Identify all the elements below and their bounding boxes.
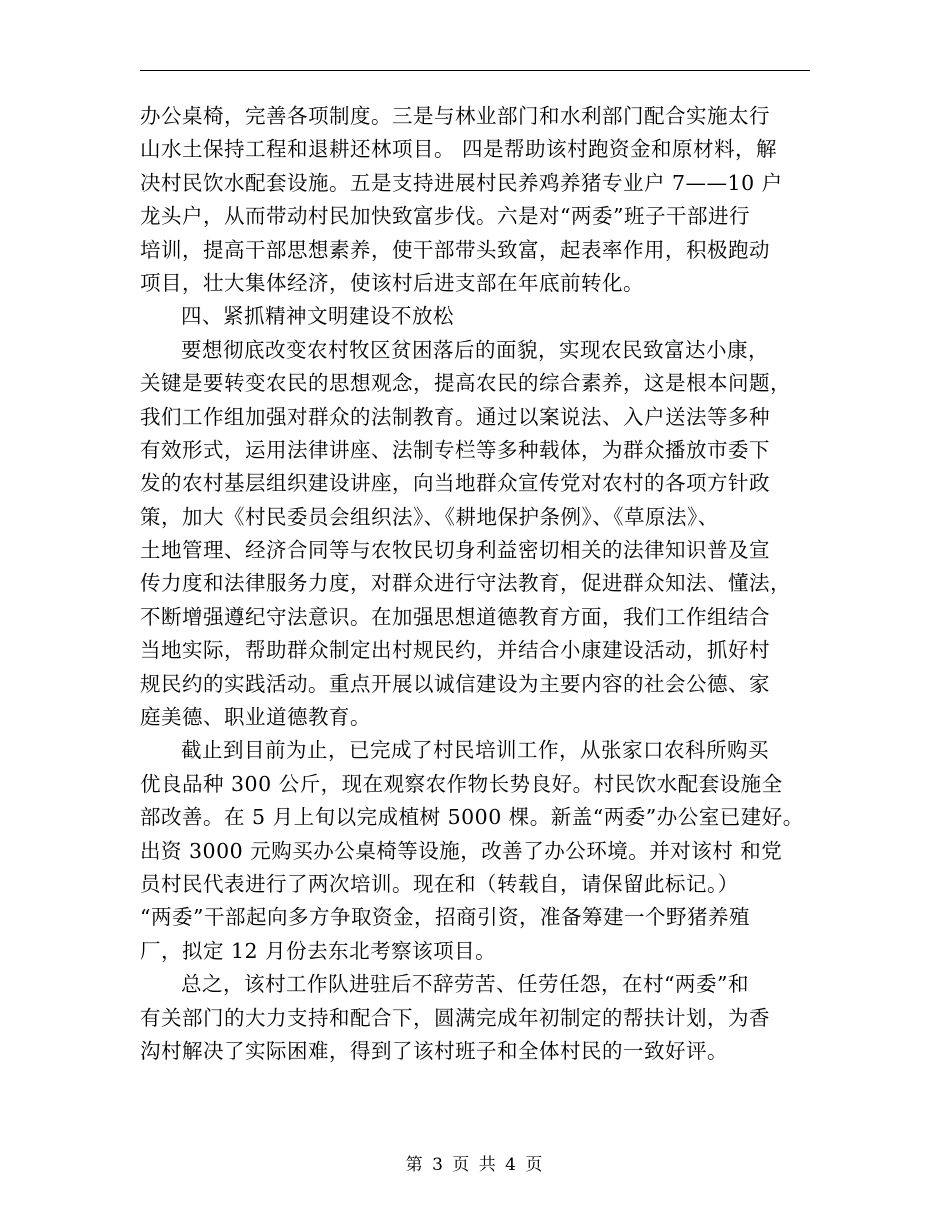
- body-text: [140, 100, 810, 1068]
- text-line: 当地实际，帮助群众制定出村规民约，并结合小康建设活动，抓好村: [140, 638, 770, 663]
- text-line: 培训，提高干部思想素养，使干部带头致富，起表率作用，积极跑动: [140, 237, 770, 262]
- paragraph-start: 总之，该村工作队进驻后不辞劳苦、任劳任怨，在村“两委”和: [181, 972, 749, 997]
- text-line: 土地管理、经济合同等与农牧民切身利益密切相关的法律知识普及宣: [140, 538, 770, 563]
- text-line: 决村民饮水配套设施。五是支持进展村民养鸡养猪专业户 7——10 户: [140, 170, 783, 195]
- text-line: “两委”干部起向多方争取资金，招商引资，准备筹建一个野猪养殖: [140, 905, 750, 930]
- text-line: 优良品种 300 公斤，现在观察农作物长势良好。村民饮水配套设施全: [140, 771, 783, 796]
- text-line: 传力度和法律服务力度，对群众进行守法教育，促进群众知法、懂法，: [140, 571, 791, 596]
- text-line: 沟村解决了实际困难，得到了该村班子和全体村民的一致好评。: [140, 1038, 728, 1063]
- text-line: 发的农村基层组织建设讲座，向当地群众宣传党对农村的各项方针政: [140, 471, 770, 496]
- text-line: 不断增强遵纪守法意识。在加强思想道德教育方面，我们工作组结合: [140, 604, 770, 629]
- text-line: 厂，拟定 12 月份去东北考察该项目。: [140, 938, 497, 963]
- text-line: 龙头户，从而带动村民加快致富步伐。六是对“两委”班子干部进行: [140, 204, 750, 229]
- text-line: 出资 3000 元购买办公桌椅等设施，改善了办公环境。并对该村 和党: [140, 838, 783, 863]
- text-line: 有效形式，运用法律讲座、法制专栏等多种载体，为群众播放市委下: [140, 437, 770, 462]
- text-line: 关键是要转变农民的思想观念，提高农民的综合素养，这是根本问题，: [140, 371, 791, 396]
- text-line: 办公桌椅，完善各项制度。三是与林业部门和水利部门配合实施太行: [140, 104, 770, 128]
- paragraph-start: 要想彻底改变农村牧区贫困落后的面貌，实现农民致富达小康，: [181, 337, 769, 362]
- header-rule: [140, 70, 810, 71]
- page-number-footer: 第 3 页 共 4 页: [405, 1155, 545, 1175]
- section-heading: 四、紧抓精神文明建设不放松: [181, 304, 454, 329]
- text-line: 庭美德、职业道德教育。: [140, 705, 371, 730]
- text-line: 规民约的实践活动。重点开展以诚信建设为主要内容的社会公德、家: [140, 671, 770, 696]
- text-line: 员村民代表进行了两次培训。现在和（转载自，请保留此标记。）: [140, 871, 739, 896]
- text-line: 山水土保持工程和退耕还林项目。 四是帮助该村跑资金和原材料，解: [140, 137, 778, 162]
- text-line: 有关部门的大力支持和配合下，圆满完成年初制定的帮扶计划，为香: [140, 1005, 770, 1030]
- text-line: 项目，壮大集体经济，使该村后进支部在年底前转化。: [140, 270, 644, 295]
- paragraph-start: 截止到目前为止，已完成了村民培训工作，从张家口农科所购买: [181, 738, 769, 763]
- text-line: 策，加大《村民委员会组织法》、《耕地保护条例》、《草原法》、: [140, 504, 719, 529]
- text-line: 我们工作组加强对群众的法制教育。通过以案说法、入户送法等多种: [140, 404, 770, 429]
- text-line: 部改善。在 5 月上旬以完成植树 5000 棵。新盖“两委”办公室已建好。: [140, 805, 804, 830]
